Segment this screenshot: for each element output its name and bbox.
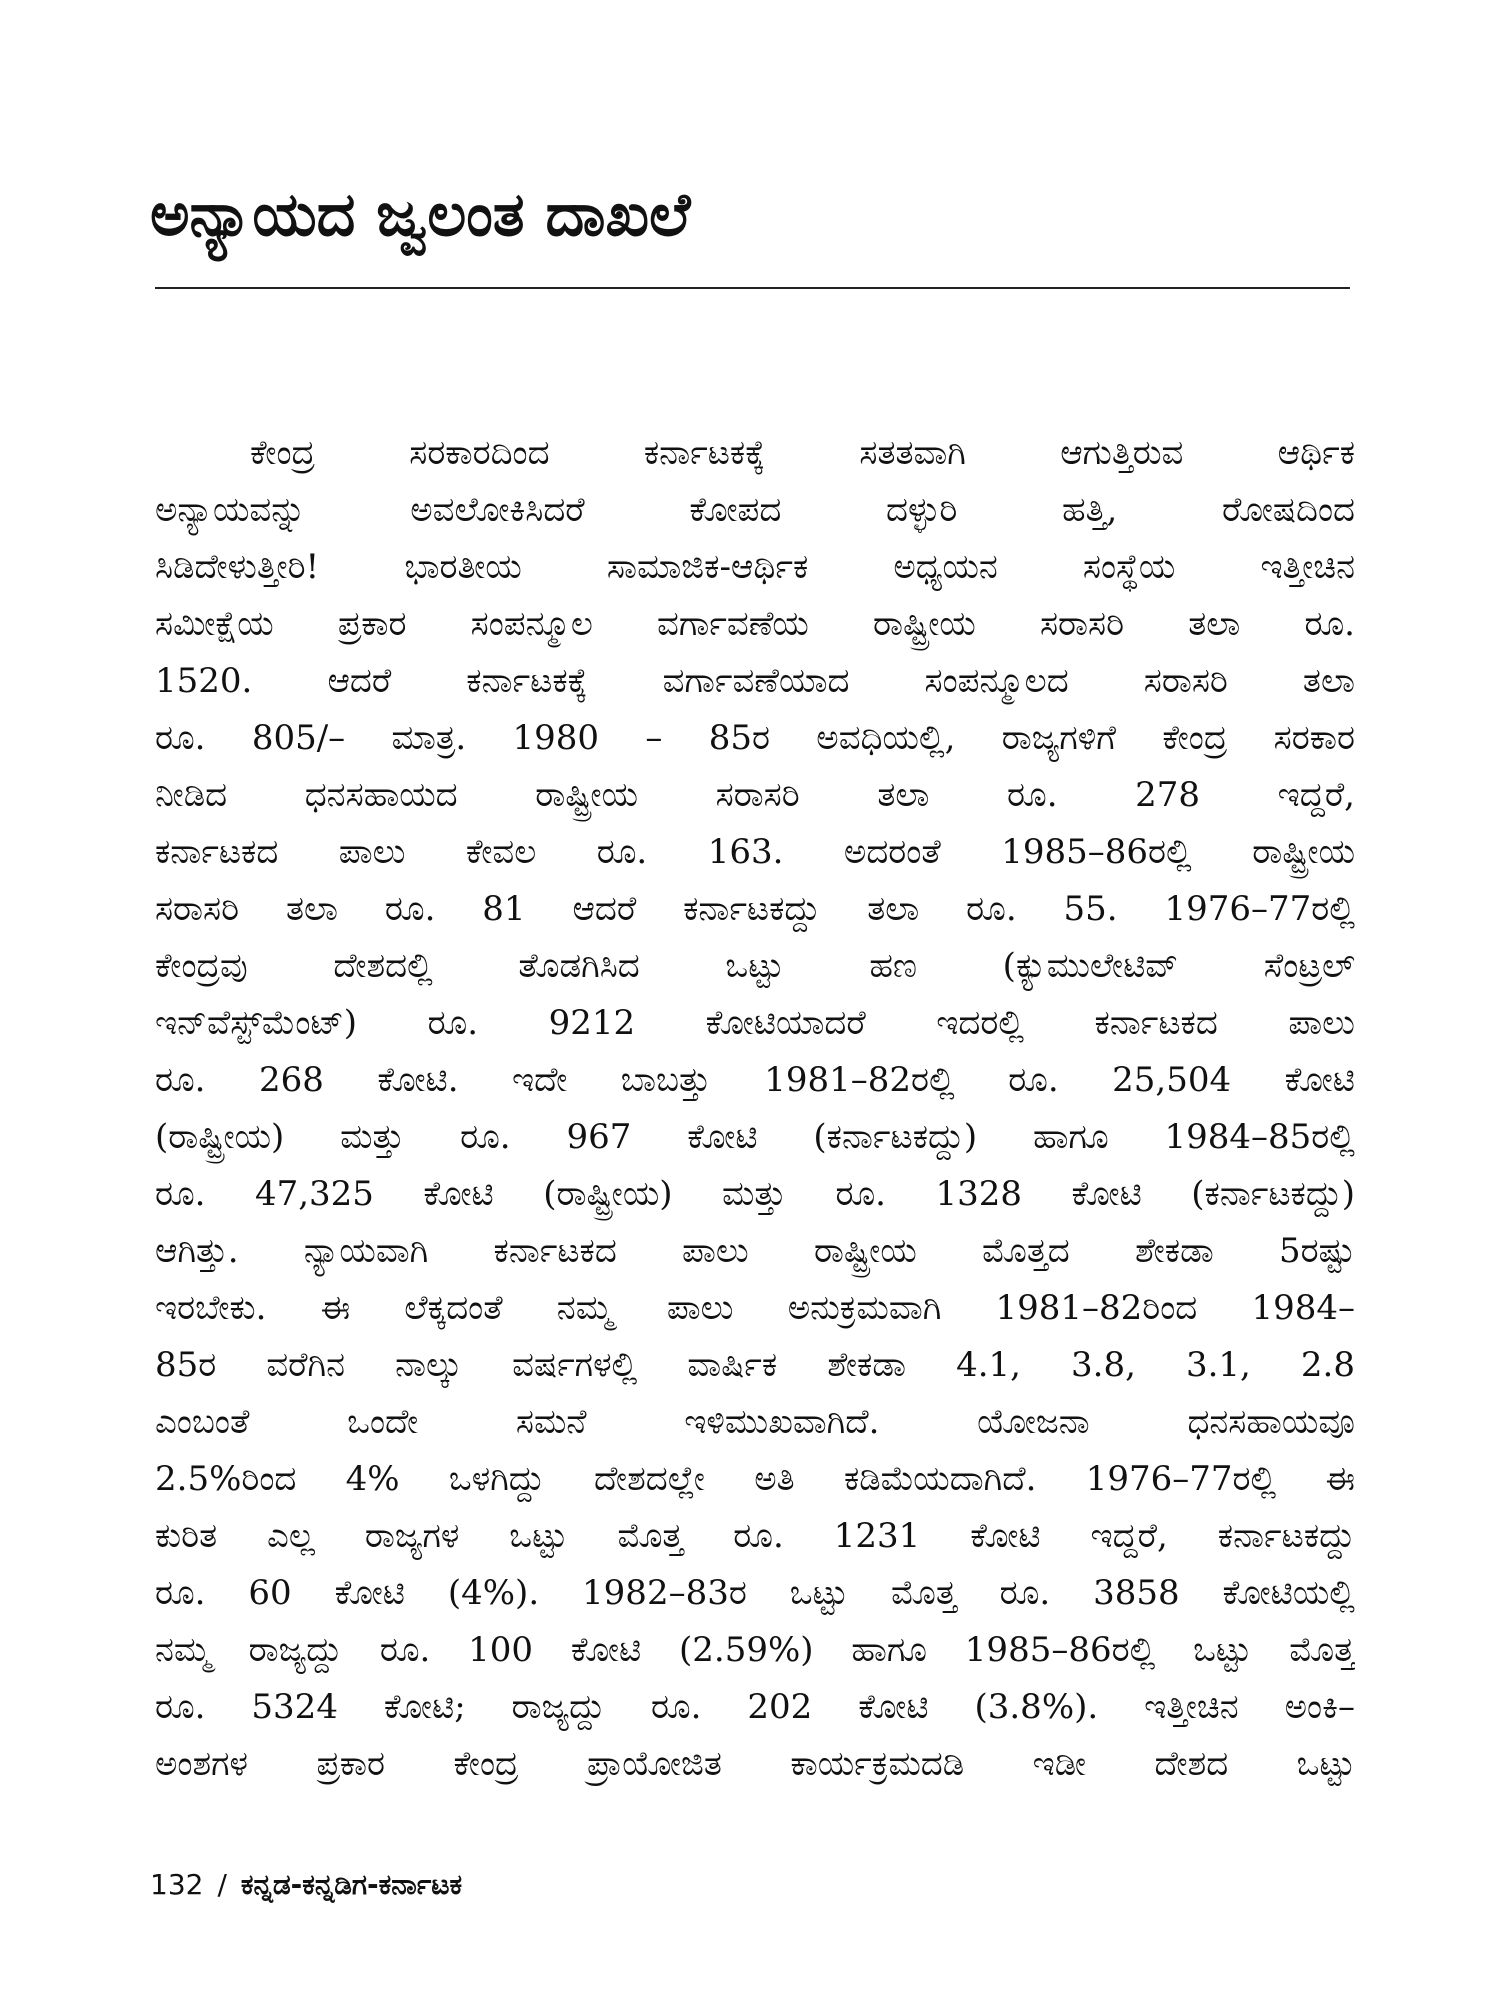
text-line: 85ರ ವರೆಗಿನ ನಾಲ್ಕು ವರ್ಷಗಳಲ್ಲಿ ವಾರ್ಷಿಕ ಶೇಕಡಾ 4.1, 3.8, 3.1, 2.8 xyxy=(155,1345,1355,1385)
text-line: ಸಿಡಿದೇಳುತ್ತೀರಿ! ಭಾರತೀಯ ಸಾಮಾಜಿಕ-ಆರ್ಥಿಕ ಅಧ್ಯಯನ ಸಂಸ್ಥೆಯ ಇತ್ತೀಚಿನ xyxy=(155,547,1355,587)
text-line: ಎಂಬಂತೆ ಒಂದೇ ಸಮನೆ ಇಳಿಮುಖವಾಗಿದೆ. ಯೋಜನಾ ಧನಸಹಾಯವೂ xyxy=(155,1402,1355,1442)
text-line: ರೂ. 5324 ಕೋಟಿ; ರಾಜ್ಯದ್ದು ರೂ. 202 ಕೋಟಿ (3.8%). ಇತ್ತೀಚಿನ ಅಂಕಿ– xyxy=(155,1687,1355,1727)
text-line: 1520. ಆದರೆ ಕರ್ನಾಟಕಕ್ಕೆ ವರ್ಗಾವಣೆಯಾದ ಸಂಪನ್ಮೂಲದ ಸರಾಸರಿ ತಲಾ xyxy=(155,661,1355,701)
text-line: ರೂ. 60 ಕೋಟಿ (4%). 1982–83ರ ಒಟ್ಟು ಮೊತ್ತ ರೂ. 3858 ಕೋಟಿಯಲ್ಲಿ xyxy=(155,1573,1355,1613)
text-line: ಇರಬೇಕು. ಈ ಲೆಕ್ಕದಂತೆ ನಮ್ಮ ಪಾಲು ಅನುಕ್ರಮವಾಗಿ 1981–82ರಿಂದ 1984– xyxy=(155,1288,1355,1328)
footer-separator: / xyxy=(217,1868,227,1901)
text-line: (ರಾಷ್ಟ್ರೀಯ) ಮತ್ತು ರೂ. 967 ಕೋಟಿ (ಕರ್ನಾಟಕದ್ದು) ಹಾಗೂ 1984–85ರಲ್ಲಿ xyxy=(155,1117,1355,1157)
title-underline-rule xyxy=(155,287,1350,289)
text-line: ರೂ. 47,325 ಕೋಟಿ (ರಾಷ್ಟ್ರೀಯ) ಮತ್ತು ರೂ. 1328 ಕೋಟಿ (ಕರ್ನಾಟಕದ್ದು) xyxy=(155,1174,1355,1214)
text-line: ಅಂಶಗಳ ಪ್ರಕಾರ ಕೇಂದ್ರ ಪ್ರಾಯೋಜಿತ ಕಾರ್ಯಕ್ರಮದಡಿ ಇಡೀ ದೇಶದ ಒಟ್ಟು xyxy=(155,1744,1355,1784)
page-number: 132 xyxy=(150,1868,204,1901)
text-line: ಸರಾಸರಿ ತಲಾ ರೂ. 81 ಆದರೆ ಕರ್ನಾಟಕದ್ದು ತಲಾ ರೂ. 55. 1976–77ರಲ್ಲಿ xyxy=(155,889,1355,929)
text-line: ಅನ್ಯಾಯವನ್ನು ಅವಲೋಕಿಸಿದರೆ ಕೋಪದ ದಳ್ಳುರಿ ಹತ್ತಿ, ರೋಷದಿಂದ xyxy=(155,490,1355,530)
page-footer xyxy=(150,1865,462,1905)
text-line: ಸಮೀಕ್ಷೆಯ ಪ್ರಕಾರ ಸಂಪನ್ಮೂಲ ವರ್ಗಾವಣೆಯ ರಾಷ್ಟ್ರೀಯ ಸರಾಸರಿ ತಲಾ ರೂ. xyxy=(155,604,1355,644)
text-line: ಕೇಂದ್ರವು ದೇಶದಲ್ಲಿ ತೊಡಗಿಸಿದ ಒಟ್ಟು ಹಣ (ಕ್ಯುಮುಲೇಟಿವ್ ಸೆಂಟ್ರಲ್ xyxy=(155,946,1355,986)
book-title: ಕನ್ನಡ-ಕನ್ನಡಿಗ-ಕರ್ನಾಟಕ xyxy=(240,1868,463,1901)
text-line: ಕುರಿತ ಎಲ್ಲ ರಾಜ್ಯಗಳ ಒಟ್ಟು ಮೊತ್ತ ರೂ. 1231 ಕೋಟಿ ಇದ್ದರೆ, ಕರ್ನಾಟಕದ್ದು xyxy=(155,1516,1355,1556)
text-line: ನೀಡಿದ ಧನಸಹಾಯದ ರಾಷ್ಟ್ರೀಯ ಸರಾಸರಿ ತಲಾ ರೂ. 278 ಇದ್ದರೆ, xyxy=(155,775,1355,815)
text-line: ಆಗಿತ್ತು. ನ್ಯಾಯವಾಗಿ ಕರ್ನಾಟಕದ ಪಾಲು ರಾಷ್ಟ್ರೀಯ ಮೊತ್ತದ ಶೇಕಡಾ 5ರಷ್ಟು xyxy=(155,1231,1355,1271)
text-line: ನಮ್ಮ ರಾಜ್ಯದ್ದು ರೂ. 100 ಕೋಟಿ (2.59%) ಹಾಗೂ 1985–86ರಲ್ಲಿ ಒಟ್ಟು ಮೊತ್ತ xyxy=(155,1630,1355,1670)
text-line: ಕರ್ನಾಟಕದ ಪಾಲು ಕೇವಲ ರೂ. 163. ಅದರಂತೆ 1985–86ರಲ್ಲಿ ರಾಷ್ಟ್ರೀಯ xyxy=(155,832,1355,872)
text-line: ರೂ. 268 ಕೋಟಿ. ಇದೇ ಬಾಬತ್ತು 1981–82ರಲ್ಲಿ ರೂ. 25,504 ಕೋಟಿ xyxy=(155,1060,1355,1100)
text-line: ಕೇಂದ್ರ ಸರಕಾರದಿಂದ ಕರ್ನಾಟಕಕ್ಕೆ ಸತತವಾಗಿ ಆಗುತ್ತಿರುವ ಆರ್ಥಿಕ xyxy=(250,433,1355,473)
text-line: 2.5%ರಿಂದ 4% ಒಳಗಿದ್ದು ದೇಶದಲ್ಲೇ ಅತಿ ಕಡಿಮೆಯದಾಗಿದೆ. 1976–77ರಲ್ಲಿ ಈ xyxy=(155,1459,1355,1499)
chapter-title: ಅನ್ಯಾಯದ ಜ್ವಲಂತ ದಾಖಲೆ xyxy=(150,180,691,250)
text-line: ಇನ್‌ವೆಸ್ಟ್‌ಮೆಂಟ್) ರೂ. 9212 ಕೋಟಿಯಾದರೆ ಇದರಲ್ಲಿ ಕರ್ನಾಟಕದ ಪಾಲು xyxy=(155,1003,1355,1043)
body-paragraph xyxy=(155,425,1355,1793)
text-line: ರೂ. 805/– ಮಾತ್ರ. 1980 – 85ರ ಅವಧಿಯಲ್ಲಿ, ರಾಜ್ಯಗಳಿಗೆ ಕೇಂದ್ರ ಸರಕಾರ xyxy=(155,718,1355,758)
